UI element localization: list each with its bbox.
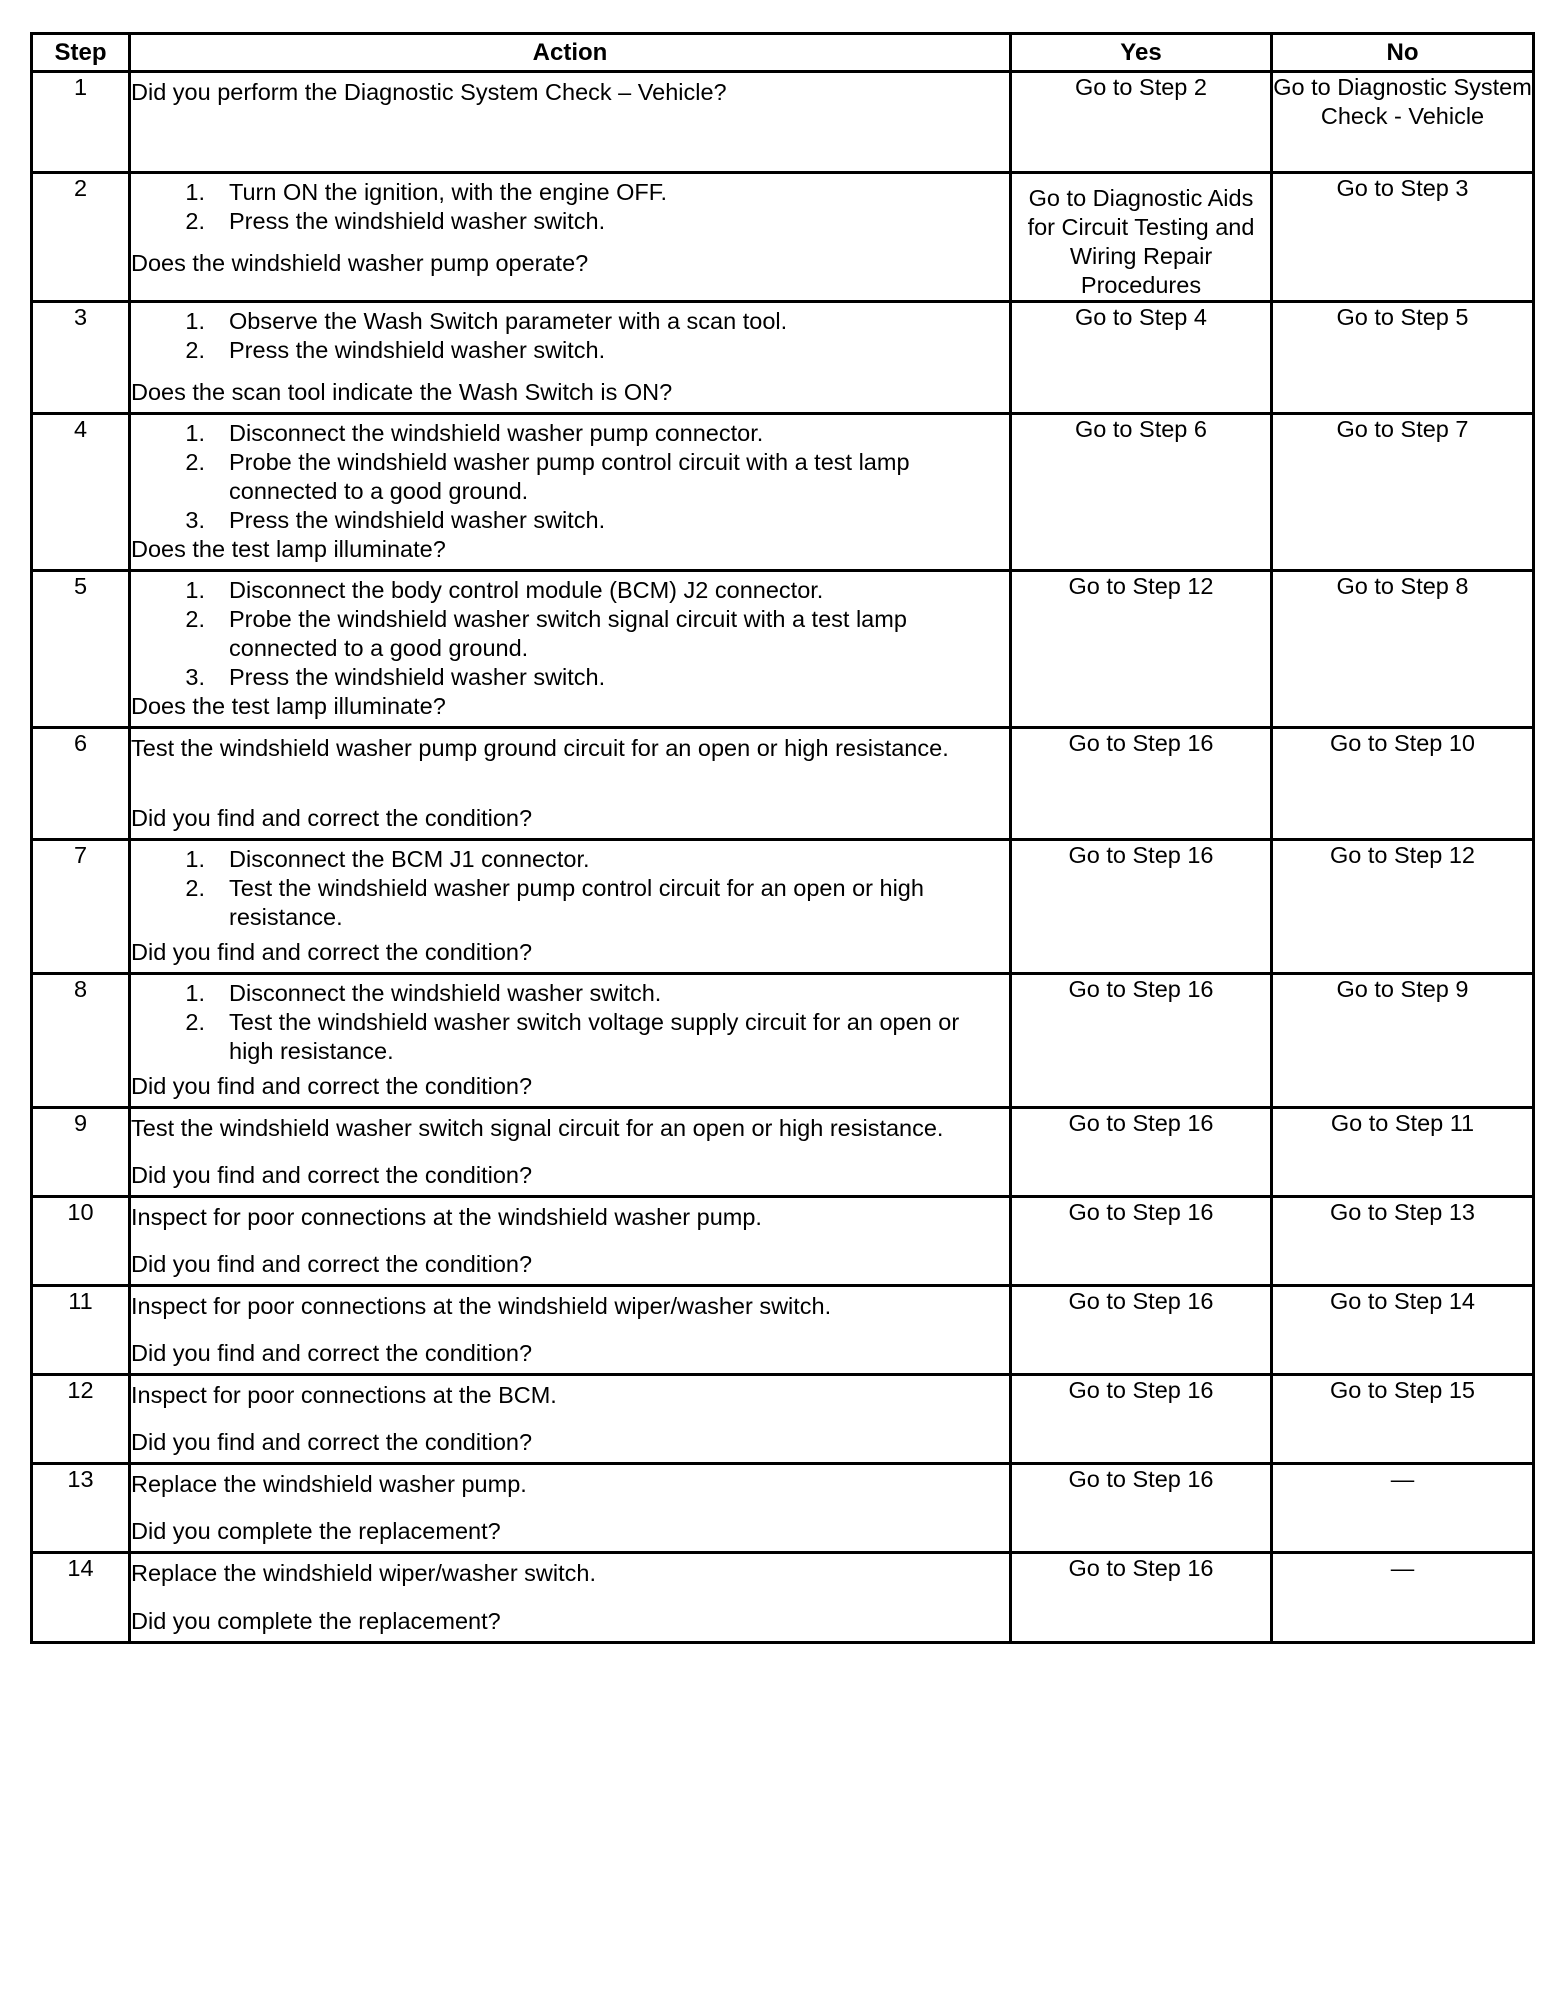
list-item (131, 576, 1009, 605)
list-item-text: Probe the windshield washer pump control circuit with a test lamp connected to a good ground. (229, 449, 910, 504)
table-row (32, 414, 1534, 571)
no-result: Go to Step 15 (1272, 1375, 1534, 1464)
no-result: — (1272, 1464, 1534, 1553)
yes-result: Go to Step 16 (1011, 1197, 1272, 1286)
header-step: Step (32, 34, 130, 72)
no-result: — (1272, 1553, 1534, 1643)
yes-result: Go to Step 6 (1011, 414, 1272, 571)
step-number: 6 (32, 728, 130, 840)
table-row (32, 72, 1534, 173)
list-item-text: Press the windshield washer switch. (229, 337, 606, 363)
action-question: Did you find and correct the condition? (131, 1429, 533, 1455)
list-item (131, 207, 1009, 236)
yes-result: Go to Step 16 (1011, 728, 1272, 840)
action-steps-list (131, 415, 1009, 535)
no-result: Go to Diagnostic System Check - Vehicle (1272, 72, 1534, 173)
action-question: Did you find and correct the condition? (131, 1340, 533, 1366)
action-cell (130, 1464, 1011, 1553)
list-item-text: Observe the Wash Switch parameter with a scan tool. (229, 308, 788, 334)
step-number: 3 (32, 302, 130, 414)
list-item-number: 2. (185, 337, 205, 363)
action-text: Test the windshield washer switch signal circuit for an open or high resistance. (131, 1115, 944, 1141)
list-item-number: 1. (185, 179, 205, 205)
list-item-number: 1. (185, 980, 205, 1006)
action-cell (130, 1197, 1011, 1286)
action-question: Did you find and correct the condition? (131, 1162, 533, 1188)
no-result: Go to Step 7 (1272, 414, 1534, 571)
no-result: Go to Step 13 (1272, 1197, 1534, 1286)
list-item (131, 605, 1009, 663)
no-result: Go to Step 14 (1272, 1286, 1534, 1375)
header-row (32, 34, 1534, 72)
action-cell (130, 1286, 1011, 1375)
list-item-number: 2. (185, 606, 205, 632)
header-no: No (1272, 34, 1534, 72)
yes-result: Go to Diagnostic Aids for Circuit Testing and Wiring Repair Procedures (1011, 173, 1272, 302)
list-item (131, 178, 1009, 207)
action-question: Did you find and correct the condition? (131, 939, 533, 965)
table-row (32, 1464, 1534, 1553)
action-steps-list (131, 174, 1009, 236)
no-result: Go to Step 11 (1272, 1108, 1534, 1197)
table-row (32, 728, 1534, 840)
yes-result: Go to Step 16 (1011, 840, 1272, 974)
no-result: Go to Step 10 (1272, 728, 1534, 840)
action-cell (130, 1553, 1011, 1643)
yes-result: Go to Step 16 (1011, 1375, 1272, 1464)
step-number: 1 (32, 72, 130, 173)
action-cell (130, 571, 1011, 728)
action-text: Replace the windshield washer pump. (131, 1471, 527, 1497)
action-text: Inspect for poor connections at the windshield wiper/washer switch. (131, 1293, 832, 1319)
action-steps-list (131, 303, 1009, 365)
list-item-number: 1. (185, 308, 205, 334)
action-cell (130, 1375, 1011, 1464)
action-cell (130, 72, 1011, 173)
table-row (32, 1375, 1534, 1464)
yes-result: Go to Step 16 (1011, 1286, 1272, 1375)
no-result: Go to Step 9 (1272, 974, 1534, 1108)
table-row (32, 974, 1534, 1108)
list-item-text: Test the windshield washer pump control circuit for an open or high resistance. (229, 875, 924, 930)
action-question: Did you complete the replacement? (131, 1518, 501, 1544)
list-item-number: 2. (185, 208, 205, 234)
list-item-number: 2. (185, 449, 205, 475)
list-item-text: Probe the windshield washer switch signal circuit with a test lamp connected to a good ground. (229, 606, 907, 661)
action-cell (130, 302, 1011, 414)
action-steps-list (131, 572, 1009, 692)
table-row (32, 1108, 1534, 1197)
list-item (131, 506, 1009, 535)
action-text: Test the windshield washer pump ground circuit for an open or high resistance. (131, 735, 949, 761)
list-item (131, 663, 1009, 692)
yes-result: Go to Step 16 (1011, 1108, 1272, 1197)
list-item-text: Press the windshield washer switch. (229, 507, 606, 533)
action-cell (130, 173, 1011, 302)
no-result: Go to Step 3 (1272, 173, 1534, 302)
step-number: 4 (32, 414, 130, 571)
list-item (131, 845, 1009, 874)
action-steps-list (131, 975, 1009, 1066)
yes-result: Go to Step 2 (1011, 72, 1272, 173)
action-question: Does the test lamp illuminate? (131, 693, 446, 719)
action-text: Inspect for poor connections at the windshield washer pump. (131, 1204, 762, 1230)
action-text: Inspect for poor connections at the BCM. (131, 1382, 557, 1408)
step-number: 5 (32, 571, 130, 728)
action-question: Did you complete the replacement? (131, 1608, 501, 1634)
step-number: 8 (32, 974, 130, 1108)
step-number: 2 (32, 173, 130, 302)
table-row (32, 1197, 1534, 1286)
list-item (131, 419, 1009, 448)
step-number: 10 (32, 1197, 130, 1286)
list-item-text: Disconnect the windshield washer pump connector. (229, 420, 764, 446)
list-item-number: 1. (185, 846, 205, 872)
action-steps-list (131, 841, 1009, 932)
action-cell (130, 728, 1011, 840)
list-item-text: Disconnect the BCM J1 connector. (229, 846, 590, 872)
table-row (32, 1286, 1534, 1375)
action-text: Replace the windshield wiper/washer switch. (131, 1560, 596, 1586)
no-result: Go to Step 5 (1272, 302, 1534, 414)
list-item (131, 336, 1009, 365)
table-row (32, 840, 1534, 974)
action-cell (130, 414, 1011, 571)
list-item-number: 2. (185, 875, 205, 901)
action-cell (130, 1108, 1011, 1197)
yes-result: Go to Step 4 (1011, 302, 1272, 414)
list-item (131, 307, 1009, 336)
action-question: Does the scan tool indicate the Wash Switch is ON? (131, 379, 673, 405)
action-text: Did you perform the Diagnostic System Check – Vehicle? (131, 79, 727, 105)
list-item-number: 3. (185, 664, 205, 690)
list-item-text: Disconnect the body control module (BCM) J2 connector. (229, 577, 824, 603)
list-item-text: Test the windshield washer switch voltage supply circuit for an open or high resistance. (229, 1009, 960, 1064)
yes-result: Go to Step 16 (1011, 1553, 1272, 1643)
step-number: 7 (32, 840, 130, 974)
no-result: Go to Step 12 (1272, 840, 1534, 974)
list-item (131, 448, 1009, 506)
step-number: 12 (32, 1375, 130, 1464)
table-row (32, 1553, 1534, 1643)
action-cell (130, 840, 1011, 974)
list-item (131, 979, 1009, 1008)
step-number: 11 (32, 1286, 130, 1375)
yes-result: Go to Step 16 (1011, 1464, 1272, 1553)
no-result: Go to Step 8 (1272, 571, 1534, 728)
action-question: Did you find and correct the condition? (131, 805, 533, 831)
yes-result: Go to Step 16 (1011, 974, 1272, 1108)
step-number: 13 (32, 1464, 130, 1553)
list-item-text: Press the windshield washer switch. (229, 664, 606, 690)
action-cell (130, 974, 1011, 1108)
table-row (32, 173, 1534, 302)
yes-result: Go to Step 12 (1011, 571, 1272, 728)
action-question: Did you find and correct the condition? (131, 1073, 533, 1099)
action-question: Did you find and correct the condition? (131, 1251, 533, 1277)
action-question: Does the test lamp illuminate? (131, 536, 446, 562)
list-item (131, 874, 1009, 932)
diagnostic-table (30, 32, 1535, 1644)
list-item (131, 1008, 1009, 1066)
list-item-number: 1. (185, 577, 205, 603)
table-row (32, 571, 1534, 728)
step-number: 9 (32, 1108, 130, 1197)
list-item-number: 1. (185, 420, 205, 446)
list-item-number: 3. (185, 507, 205, 533)
list-item-text: Turn ON the ignition, with the engine OFF. (229, 179, 668, 205)
action-question: Does the windshield washer pump operate? (131, 250, 589, 276)
list-item-text: Disconnect the windshield washer switch. (229, 980, 662, 1006)
header-yes: Yes (1011, 34, 1272, 72)
list-item-number: 2. (185, 1009, 205, 1035)
header-action: Action (130, 34, 1011, 72)
table-row (32, 302, 1534, 414)
step-number: 14 (32, 1553, 130, 1643)
list-item-text: Press the windshield washer switch. (229, 208, 606, 234)
